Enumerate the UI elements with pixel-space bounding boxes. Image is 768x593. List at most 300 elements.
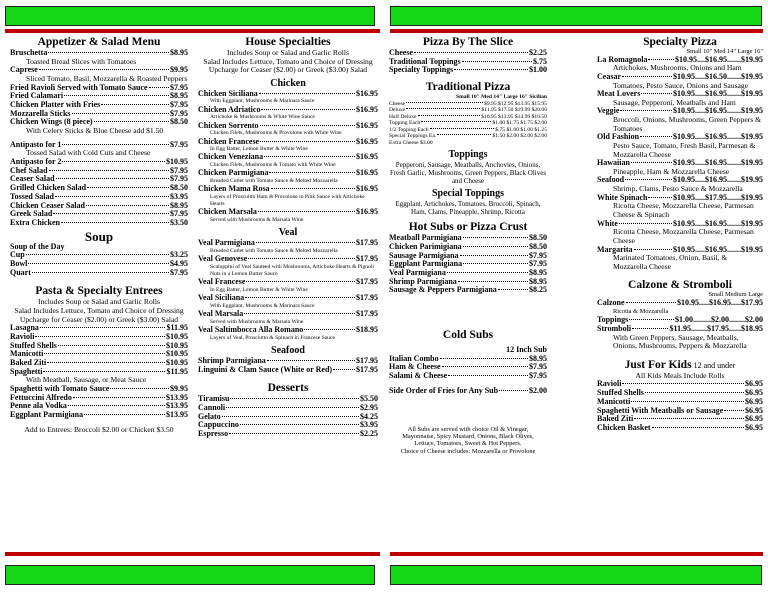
calzone-row: Calzone $10.95.....$16.95.....$17.95 xyxy=(597,298,763,307)
item-description: With Meatball, Sausage, or Meat Sauce xyxy=(26,375,147,385)
dot-leader xyxy=(58,345,165,346)
menu-item xyxy=(10,402,188,411)
item-description: Chicken Filets, Mushrooms & Tomato with White Wine xyxy=(210,162,336,169)
item-description: Tomatoes, Pesto Sauce, Onions and Sausage xyxy=(613,80,749,90)
item-price: $7.95 xyxy=(170,109,188,118)
item-name: Fried Ravioli Served with Tomato Sauce xyxy=(10,83,148,92)
stromboli-desc: With Green Peppers, Sausage, Meatballs, Onions, Mushrooms, Peppers & Mozzarella xyxy=(613,332,747,351)
menu-item xyxy=(389,66,547,75)
item-price: $10.95.....$16.95.......$19.95 xyxy=(673,219,763,228)
item-name: Chicken Veneziana xyxy=(198,153,264,162)
hot-subs-list xyxy=(389,234,547,295)
menu-item xyxy=(198,413,378,422)
item-description: Toasted Bread Slices with Tomatoes xyxy=(26,56,137,66)
item-description: Tossed Salad with Cold Cuts and Cheese xyxy=(26,148,151,158)
item-price: $8.50 xyxy=(529,242,547,251)
item-description: Artichoke & Mushrooms & White Wine Sauce xyxy=(210,114,315,121)
menu-item xyxy=(198,90,378,99)
pizza-name: Topping Each xyxy=(389,120,421,127)
bottom-red-line xyxy=(5,552,380,556)
item-price: $8.95 xyxy=(170,49,188,57)
item-price: $16.95 xyxy=(356,105,378,114)
item-name: Meat Lovers xyxy=(597,90,641,99)
menu-item xyxy=(10,269,188,278)
item-price: $5.50 xyxy=(360,395,378,404)
calzone-heading: Calzone & Stromboli xyxy=(628,279,732,292)
item-name: Veal Parmigiana xyxy=(198,239,255,248)
specialty-heading: Specialty Pizza xyxy=(643,36,717,48)
pizza-name: Cheese xyxy=(389,100,406,107)
dot-leader xyxy=(26,254,169,255)
menu-item xyxy=(389,252,547,261)
menu-item xyxy=(389,278,547,287)
dot-leader xyxy=(61,222,169,223)
dot-leader xyxy=(498,289,528,290)
menu-item xyxy=(389,49,547,58)
item-name: Cup xyxy=(10,251,25,260)
dot-leader xyxy=(631,401,744,402)
dot-leader xyxy=(72,113,169,114)
menu-item xyxy=(597,424,763,433)
dot-leader xyxy=(622,383,744,384)
item-price: $7.95 xyxy=(529,372,547,381)
dot-leader xyxy=(414,52,528,53)
item-name: Shrimp Parmigiana xyxy=(389,277,457,286)
dot-leader xyxy=(40,327,166,328)
kids-age-note: 12 and under xyxy=(693,360,736,370)
item-name: Chicken Basket xyxy=(597,423,651,432)
menu-item xyxy=(198,326,378,335)
dot-leader xyxy=(625,179,672,180)
item-name: Bruschetta xyxy=(10,49,48,57)
menu-item xyxy=(10,84,188,93)
item-name: Sausage & Peppers Parmigiana xyxy=(389,286,497,295)
item-name: Italian Combo xyxy=(389,354,439,363)
item-price: $17.95 xyxy=(356,278,378,287)
item-price: $10.95.....$16.95.......$19.95 xyxy=(673,176,763,185)
item-price: $17.95 xyxy=(356,239,378,248)
menu-item xyxy=(198,294,378,303)
item-price: $9.95 xyxy=(170,66,188,75)
item-description: Sliced Tomato, Basil, Mozzarella & Roasted Peppers xyxy=(26,74,188,83)
item-price: $10.95.....$16.95.......$19.95 xyxy=(673,133,763,142)
dot-leader xyxy=(631,162,672,163)
pizza-prices: $9.95 $12.95 $13.95 $15.95 xyxy=(484,100,547,107)
menu-item xyxy=(10,202,188,211)
dot-leader xyxy=(447,272,528,273)
item-description: Ricotta Cheese, Mozzarella Cheese, Parmesan Cheese & Spinach xyxy=(613,201,754,220)
menu-item xyxy=(10,260,188,269)
item-name: Salami & Cheese xyxy=(389,372,448,381)
item-name: Greek Salad xyxy=(10,210,53,219)
top-red-line xyxy=(5,29,380,33)
dot-leader xyxy=(333,369,355,370)
menu-item xyxy=(198,357,378,366)
item-name: Chicken Platter with Fries xyxy=(10,101,101,109)
dot-leader xyxy=(622,76,672,77)
item-description: Shrimp, Clams, Pesto Sauce & Mozzarella xyxy=(613,184,743,194)
item-description: Layers of Proscuitto Ham & Provolone in Pink Sauce with Artichoke Hearts xyxy=(210,193,365,208)
pizza-name: Deluxe xyxy=(389,107,406,114)
item-name: Meatball Parmigiana xyxy=(389,234,462,243)
menu-item xyxy=(198,430,378,439)
item-name: Manicotti xyxy=(10,350,44,359)
menu-item xyxy=(10,219,188,228)
item-description: Pineapple, Ham & Mozzarella Cheese xyxy=(613,166,730,176)
pizza-column xyxy=(389,34,547,455)
calzone-desc: Ricotta & Mozzarella xyxy=(613,307,669,315)
top-green-bar xyxy=(390,6,762,26)
item-price: $10.95 xyxy=(166,341,188,350)
dot-leader xyxy=(84,414,165,415)
dot-leader xyxy=(641,93,672,94)
menu-item xyxy=(10,333,188,342)
dot-leader xyxy=(49,170,169,171)
item-price: $16.95 xyxy=(356,208,378,217)
item-name: Linguini & Clam Sauce (White or Red) xyxy=(198,365,333,374)
item-price: $7.95 xyxy=(170,101,188,109)
item-name: Veal Parmigiana xyxy=(389,268,446,277)
menu-item xyxy=(10,411,188,420)
specialty-list xyxy=(597,56,763,272)
pizza-name: Special Toppings Ea. xyxy=(389,133,437,140)
item-price: $17.95 xyxy=(356,294,378,303)
item-price: $10.95.....$16.95.......$19.95 xyxy=(673,90,763,99)
house-note: Includes Soup or Salad and Garlic Rolls xyxy=(227,48,349,57)
menu-item xyxy=(198,395,378,404)
item-name: Sausage Parmigiana xyxy=(389,251,459,260)
item-name: Old Fashion xyxy=(597,133,640,142)
menu-item xyxy=(389,243,547,252)
menu-item xyxy=(597,398,763,407)
item-name: White xyxy=(597,219,618,228)
item-description: With Celery Sticks & Blue Cheese add $1.50 xyxy=(26,126,164,136)
dot-leader xyxy=(47,362,165,363)
item-description: With Eggplant, Mushrooms & Marinara Sauce xyxy=(210,98,315,105)
menu-item xyxy=(198,278,378,287)
item-name: Fettuccini Alfredo xyxy=(10,393,72,402)
dot-leader xyxy=(271,188,355,189)
dot-leader xyxy=(463,246,528,247)
pasta-note: Salad Includes Lettuce, Tomato and Choice of Dressing xyxy=(14,306,184,316)
item-name: Tiramisu xyxy=(198,395,230,404)
dot-leader xyxy=(86,205,169,206)
item-price: $2.25 xyxy=(360,430,378,439)
item-name: Stuffed Shells xyxy=(597,389,644,398)
dot-leader xyxy=(463,263,528,264)
pasta-heading: Pasta & Specialty Entrees xyxy=(35,285,163,298)
seafood-heading: Seafood xyxy=(271,344,305,356)
soup-subtitle: Soup of the Day xyxy=(10,241,65,251)
item-price: $16.95 xyxy=(356,185,378,194)
menu-item xyxy=(389,260,547,269)
item-name: Cappuccino xyxy=(198,421,239,430)
item-price: $7.95 xyxy=(170,166,188,175)
menu-item xyxy=(597,380,763,389)
item-price: $18.95 xyxy=(356,325,378,334)
item-name: Lasagna xyxy=(10,324,39,333)
dot-leader xyxy=(430,128,495,129)
dot-leader xyxy=(43,371,165,372)
item-price: $8.95 xyxy=(170,92,188,101)
dot-leader xyxy=(304,329,355,330)
item-description: In Egg Batter, Lemon Butter & White Wine xyxy=(210,286,308,293)
veal-list xyxy=(198,239,378,342)
item-price: $10.95 xyxy=(166,332,188,341)
item-price: $7.95 xyxy=(170,268,188,277)
subs-note: Choice of Cheese includes: Mozzarella or Provolone xyxy=(400,447,536,455)
dot-leader xyxy=(462,61,532,62)
item-price: $6.95 xyxy=(745,406,763,415)
dot-leader xyxy=(267,360,355,361)
item-price: $13.95 xyxy=(166,393,188,402)
item-name: Tossed Salad xyxy=(10,192,54,201)
dot-leader xyxy=(259,93,355,94)
dot-leader xyxy=(222,416,359,417)
pizza-prices: $1.00 $1.75 $1.75 $2.00 xyxy=(492,120,547,127)
item-price: $6.95 xyxy=(745,423,763,432)
item-price: $8.95 xyxy=(529,268,547,277)
menu-item xyxy=(198,255,378,264)
menu-item xyxy=(10,158,188,167)
item-name: Chicken Parimigiana xyxy=(389,242,462,251)
item-name: Espresso xyxy=(198,430,229,439)
item-name: Chicken Parmigiana xyxy=(198,169,269,178)
menu-item xyxy=(10,350,188,359)
item-price: $10.95.....$16.95.......$19.95 xyxy=(673,245,763,254)
item-price: $8.95 xyxy=(529,277,547,286)
dot-leader xyxy=(260,141,355,142)
item-price: $17.95 xyxy=(356,356,378,365)
item-description: Broccoli, Onions, Mushrooms, Green Peppers & Tomatoes xyxy=(613,115,762,133)
pizza-prices: $.75 $1.00 $1.00 $1.25 xyxy=(495,126,547,133)
dot-leader xyxy=(53,213,169,214)
item-price: $2.95 xyxy=(360,403,378,412)
item-price: $2.25 xyxy=(529,49,547,57)
item-name: Veal Francese xyxy=(198,278,246,287)
item-description: Chicken Filets, Mushrooms & Provolone with White Wine xyxy=(210,130,342,137)
item-name: Cannoli xyxy=(198,403,226,412)
toppings-text: Pepperoni, Sausage, Meatballs, Anchovies, Onions, Fresh Garlic, Mushrooms, Green Peppers, Black Olives and Cheese xyxy=(389,161,547,186)
item-name: Chicken Ceaser Salad xyxy=(10,201,85,210)
dot-leader xyxy=(229,433,359,434)
specialty-size-header: Small 10" Med 14" Large 16" xyxy=(686,48,763,55)
seafood-list xyxy=(198,357,378,374)
item-price: $10.95 xyxy=(166,359,188,368)
item-name: Stuffed Shells xyxy=(10,341,57,350)
item-description: Pesto Sauce, Tomato, Fresh Basil, Parmesan & Mozzarella Cheese xyxy=(613,140,756,159)
item-name: Ham & Cheese xyxy=(389,363,441,372)
item-price: $7.95 xyxy=(170,83,188,92)
menu-item xyxy=(389,286,547,295)
item-price: $6.95 xyxy=(745,380,763,389)
item-name: Ravioli xyxy=(10,332,35,341)
item-name: Chicken Wings (8 piece) xyxy=(10,118,93,127)
item-description: Served with Mushrooms & Marsala Wine xyxy=(210,318,304,325)
menu-item xyxy=(198,366,378,375)
dot-leader xyxy=(648,197,672,198)
dot-leader xyxy=(261,109,355,110)
menu-item xyxy=(389,363,547,372)
menu-item xyxy=(10,251,188,260)
menu-item xyxy=(389,58,547,67)
fries-price: $2.00 xyxy=(529,386,547,395)
item-price: $8.50 xyxy=(170,184,188,193)
item-name: Hawaiian xyxy=(597,159,630,168)
item-name: Shrimp Parmigiana xyxy=(198,356,266,365)
item-name: Fried Calamari xyxy=(10,92,64,101)
dot-leader xyxy=(35,336,165,337)
item-price: $16.95 xyxy=(356,121,378,130)
item-price: $6.95 xyxy=(745,415,763,424)
dot-leader xyxy=(87,187,169,188)
top-green-bar xyxy=(5,6,375,26)
item-name: La Romagnola xyxy=(597,55,648,64)
dot-leader xyxy=(442,366,528,367)
calzone-size-header: Small Medium Large xyxy=(708,291,763,299)
dot-leader xyxy=(634,249,672,250)
dot-leader xyxy=(48,52,169,53)
menu-item xyxy=(10,324,188,333)
item-price: $13.95 xyxy=(166,411,188,420)
menu-item xyxy=(198,421,378,430)
menu-item xyxy=(597,407,763,416)
pizza-prices: $1.50 $2.00 $2.00 $2.00 xyxy=(492,133,547,140)
item-price: $3.25 xyxy=(170,251,188,260)
dot-leader xyxy=(62,144,169,145)
menu-item xyxy=(597,415,763,424)
dot-leader xyxy=(454,69,528,70)
item-description: Sausage, Pepperoni, Meatballs and Ham xyxy=(613,97,736,107)
dot-leader xyxy=(28,263,169,264)
menu-item xyxy=(198,239,378,248)
item-price: $7.95 xyxy=(170,210,188,219)
dot-leader xyxy=(73,397,165,398)
menu-item xyxy=(10,210,188,219)
menu-item xyxy=(198,404,378,413)
cold-subs-size: 12 Inch Sub xyxy=(506,345,547,355)
dot-leader xyxy=(230,398,359,399)
item-price: $17.95 xyxy=(356,365,378,374)
menu-item xyxy=(198,122,378,131)
item-price: $3.95 xyxy=(360,421,378,430)
appetizer-list xyxy=(10,49,188,228)
dot-leader xyxy=(620,110,672,111)
item-name: Seafood xyxy=(597,176,625,185)
appetizer-column xyxy=(10,34,188,434)
dot-leader xyxy=(256,242,355,243)
chicken-list xyxy=(198,90,378,224)
menu-item xyxy=(10,92,188,101)
pizza-name: 1/2 Topping Each xyxy=(389,126,429,133)
item-name: Spaghetti with Tomato Sauce xyxy=(10,385,110,394)
item-name: Cheese xyxy=(389,49,413,57)
special-toppings-text: Eggplant, Artichokes, Tomatoes, Broccoli, Spinach, Ham, Clams, Pineapple, Shrimp, Ricotta xyxy=(395,200,541,217)
dot-leader xyxy=(64,95,169,96)
right-menu-panel xyxy=(385,0,768,593)
dot-leader xyxy=(149,87,169,88)
menu-item xyxy=(198,153,378,162)
subs-note: Mayonnaise, Spicy Mustard, Onions, Black Olives, xyxy=(402,432,534,440)
dot-leader xyxy=(248,258,355,259)
dot-leader xyxy=(634,418,744,419)
item-name: Bowl xyxy=(10,260,28,269)
menu-item xyxy=(198,310,378,319)
dot-leader xyxy=(460,255,528,256)
dot-leader xyxy=(258,211,355,212)
dot-leader xyxy=(463,237,528,238)
appetizer-heading: Appetizer & Salad Menu xyxy=(37,36,161,48)
top-red-line xyxy=(390,29,763,33)
desserts-heading: Desserts xyxy=(267,382,309,395)
item-name: Veal Marsala xyxy=(198,310,244,319)
pasta-note: Upcharge for Ceaser ($2.00) or Greek ($3.00) Salad xyxy=(19,314,179,324)
item-name: Chef Salad xyxy=(10,166,48,175)
item-price: $16.95 xyxy=(356,137,378,146)
menu-item xyxy=(198,208,378,217)
menu-item xyxy=(389,269,547,278)
menu-item xyxy=(198,138,378,147)
item-price: $11.95 xyxy=(166,324,188,333)
pasta-addon: Add to Entrees: Broccoli $2.00 or Chicken $3.50 xyxy=(24,424,174,434)
dot-leader xyxy=(246,281,355,282)
traditional-heading: Traditional Pizza xyxy=(425,81,511,94)
dot-leader xyxy=(458,281,528,282)
item-description: Served with Mushrooms & Marsala Wine xyxy=(210,217,304,224)
dot-leader xyxy=(421,121,491,122)
specialty-column xyxy=(597,34,763,433)
item-name: Caprese xyxy=(10,66,38,75)
item-price: $13.95 xyxy=(166,402,188,411)
item-name: Chicken Marsala xyxy=(198,208,257,217)
item-price: $8.25 xyxy=(529,286,547,295)
dot-leader xyxy=(406,108,480,109)
item-name: Veal Genovese xyxy=(198,255,248,264)
item-price: $8.95 xyxy=(170,201,188,210)
menu-item xyxy=(10,385,188,394)
menu-item xyxy=(198,106,378,115)
dot-leader xyxy=(244,313,355,314)
left-menu-panel xyxy=(0,0,383,593)
item-name: Chicken Francese xyxy=(198,137,260,146)
item-name: Grilled Chicken Salad xyxy=(10,184,87,193)
extra-cheese: Extra Cheese $3.00 xyxy=(389,139,433,146)
item-name: Eggplant Parmigiana xyxy=(389,260,463,269)
item-price: $7.95 xyxy=(529,363,547,372)
kids-heading: Just For Kids xyxy=(624,358,692,371)
menu-item xyxy=(10,184,188,193)
dot-leader xyxy=(226,407,359,408)
house-note: Salad Includes Lettuce, Tomato and Choice of Dressing xyxy=(203,56,373,66)
item-price: $3.50 xyxy=(170,218,188,227)
item-price: $10.95.....$16.95.......$19.95 xyxy=(673,107,763,116)
item-price: $4.25 xyxy=(360,412,378,421)
dot-leader xyxy=(44,353,165,354)
soup-list xyxy=(10,251,188,277)
item-price: $16.95 xyxy=(356,169,378,178)
dot-leader xyxy=(62,161,165,162)
item-price: $7.95 xyxy=(529,251,547,260)
dot-leader xyxy=(418,115,481,116)
subs-note: Lettuce, Tomatoes, Sweet & Hot Peppers. xyxy=(414,440,522,448)
pizza-name: Half Deluxe xyxy=(389,113,417,120)
dot-leader xyxy=(619,223,672,224)
item-name: Quart xyxy=(10,268,31,277)
menu-item xyxy=(198,185,378,194)
dot-leader xyxy=(94,121,169,122)
menu-item xyxy=(10,394,188,403)
dot-leader xyxy=(39,69,169,70)
